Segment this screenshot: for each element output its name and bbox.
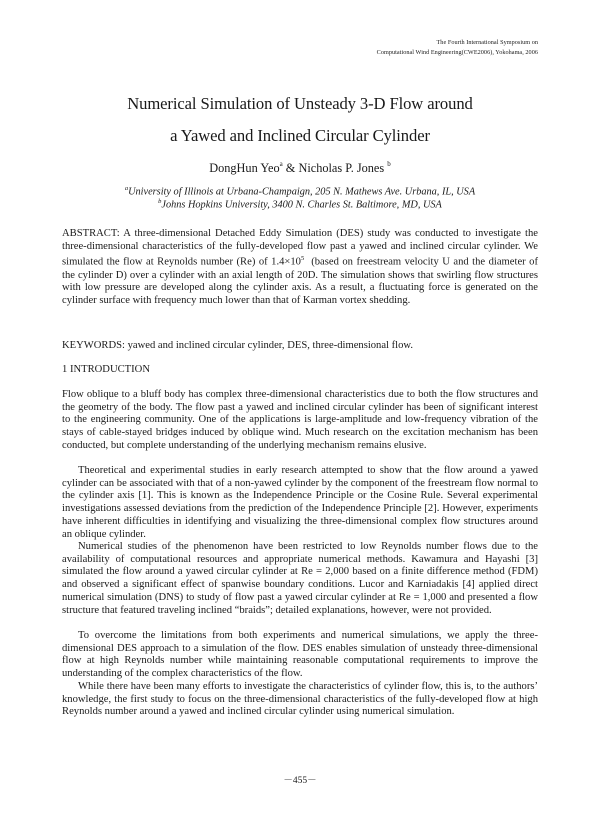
author-list [0, 161, 600, 176]
affiliation-b-text: Johns Hopkins University, 3400 N. Charles St. Baltimore, MD, USA [161, 199, 442, 211]
keywords: KEYWORDS: yawed and inclined circular cylinder, DES, three-dimensional flow. [62, 340, 414, 351]
intro-paragraph-5: While there have been many efforts to investigate the characteristics of cylinder flow, this is, to the authors’ knowledge, the first study to focus on the three-dimensional characteristics of the fully-developed flow at high Reynolds number around a yawed and inclined circular cylinder using numerical simulation. [62, 681, 538, 718]
affiliation-a [0, 185, 600, 197]
paper-title-line-2: a Yawed and Inclined Circular Cylinder [170, 126, 430, 145]
affiliation-a-text: University of Illinois at Urbana-Champaign, 205 N. Mathews Ave. Urbana, IL, USA [128, 186, 476, 198]
page-number: －455－ [283, 776, 317, 786]
affiliation-b [0, 198, 600, 210]
intro-paragraph-4: To overcome the limitations from both experiments and numerical simulations, we apply the three-dimensional DES approach to a simulation of the flow. DES enables simulation of unsteady three-dimensional flow at high Reynolds number while maintaining reasonable computational requirements to improve the understanding of the complex characteristics of the flow. [62, 630, 538, 680]
running-head [377, 38, 538, 57]
running-head-line-2: Computational Wind Engineering(CWE2006), Yokohama, 2006 [376, 48, 538, 56]
intro-paragraph-1: Flow oblique to a bluff body has complex three-dimensional characteristics due to both the flow structures and the geometry of the body. The flow past a yawed and inclined circular cylinder has been of significant interest to the engineering community. One of the applications is large-amplitude and low-frequency vibration of the stays of cable-stayed bridges induced by oblique wind. Much research on the excitation mechanism has been conducted, but complete understanding of the underlying mechanism remains elusive. [62, 389, 538, 451]
intro-paragraph-3: Numerical studies of the phenomenon have been restricted to low Reynolds number flows due to the availability of computational resources and appropriate numerical methods. Kawamura and Hayashi [3] simulated the flow around a yawed circular cylinder at Re = 2,000 based on a finite difference method (FDM) and observed a significant effect of spanwise boundary conditions. Lucor and Karniadakis [4] applied direct numerical simulation (DNS) to study of flow past a yawed circular cylinder at Re = 1,000 and presented a flow structure that featured traveling inclined “braids”; detailed explanations, however, were not provided. [62, 541, 538, 616]
author-2-name: Nicholas P. Jones [298, 161, 385, 176]
author-2-affil-mark: b [387, 160, 391, 168]
abstract-part-1: ABSTRACT: A three-dimensional Detached Eddy Simulation (DES) study was conducted to investigate the three-dimensional characteristics of the fully-developed flow past a yawed and inclined circular cylinder. We simulated the flow at Reynolds number (Re) of 1.4×10 [62, 228, 538, 268]
paper-title-line-1: Numerical Simulation of Unsteady 3-D Flow around [127, 94, 473, 113]
author-connector: & [282, 161, 299, 176]
abstract [62, 228, 541, 308]
reynolds-exponent: 5 [300, 255, 305, 263]
running-head-line-1: The Fourth International Symposium on [436, 39, 538, 46]
section-heading-introduction: 1 INTRODUCTION [62, 364, 150, 375]
affiliation-a-mark: a [124, 185, 129, 192]
abstract-part-2: (based on freestream velocity U and the diameter of the cylinder D) over a cylinder with an axial length of 20D. The simulation shows that swirling flow structures with low pressure are developed along the cylinder axis. As a result, a fluctuating force is generated on the cylinder surface with frequency much lower than that of Karman vortex shedding. [62, 256, 541, 307]
intro-paragraph-2: Theoretical and experimental studies in early research attempted to show that the flow around a yawed cylinder can be associated with that of a non-yawed cylinder by the component of the freestream flow normal to the cylinder axis [1]. This is known as the Independence Principle or the Cosine Rule. Several experimental investigations assessed deviations from the prediction of the Independence Principle [2]. However, experiments have inherent difficulties in identifying and visualizing the three-dimensional complex flow structures around an oblique cylinder. [62, 465, 538, 540]
author-1-name: DongHun Yeo [209, 161, 280, 176]
author-1-affil-mark: a [279, 160, 283, 168]
affiliation-b-mark: b [158, 198, 162, 205]
